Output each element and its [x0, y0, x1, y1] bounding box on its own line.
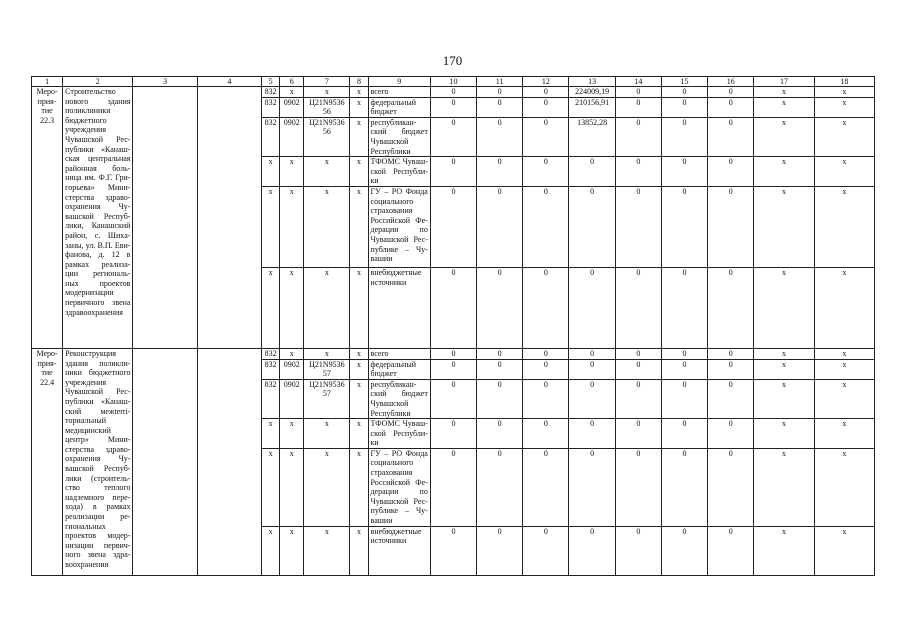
- table-body: [32, 77, 875, 576]
- cell-c6: 0902: [280, 379, 304, 418]
- header-cell: 5: [262, 77, 280, 87]
- cell-c11: 0: [477, 267, 523, 348]
- cell-c10: 0: [430, 526, 476, 575]
- header-cell: 15: [661, 77, 707, 87]
- header-row: [32, 77, 875, 87]
- cell-c8: x: [350, 348, 368, 359]
- cell-c13: 0: [569, 419, 615, 449]
- cell-c8: x: [350, 186, 368, 267]
- cell-c13: 0: [569, 186, 615, 267]
- cell-c8: x: [350, 117, 368, 156]
- measure-name-cell: Реконструкция здания поликли-ники бюджетного учреждения Чувашской Рес-публики «Канаш-ский межterri-ториальный медицинский центр» Мини-стерства здраво-охранения Чу-вашской Респуб-лики (строитель-ство теплого надземного пере-хода) в рамках реализации ре-гиональных проектов модер-низации первич-ного звена здра-воохранения: [63, 348, 133, 575]
- header-cell: 3: [133, 77, 197, 87]
- col-3-cell: [133, 348, 197, 575]
- cell-c8: x: [350, 97, 368, 117]
- cell-c14: 0: [615, 267, 661, 348]
- cell-c16: 0: [708, 359, 754, 379]
- cell-c10: 0: [430, 419, 476, 449]
- cell-c5: 832: [262, 359, 280, 379]
- measure-cell: Меро-прия-тие 22.3: [32, 87, 63, 349]
- cell-c6: x: [280, 419, 304, 449]
- cell-c12: 0: [523, 117, 569, 156]
- cell-c5: x: [262, 419, 280, 449]
- cell-c9: ГУ – РО Фонда социального страхования Российской Фе-дерации по Чувашской Рес-публике – Чу-вашии: [368, 186, 430, 267]
- header-cell: 6: [280, 77, 304, 87]
- cell-c6: 0902: [280, 359, 304, 379]
- cell-c14: 0: [615, 117, 661, 156]
- cell-c13: 13852,28: [569, 117, 615, 156]
- header-cell: 4: [197, 77, 261, 87]
- header-cell: 16: [708, 77, 754, 87]
- cell-c9: ГУ – РО Фонда социального страхования Российской Фе-дерации по Чувашской Рес-публике – Чу-вашии: [368, 448, 430, 526]
- cell-c12: 0: [523, 348, 569, 359]
- cell-c16: 0: [708, 379, 754, 418]
- cell-c7: x: [304, 526, 350, 575]
- cell-c15: 0: [661, 157, 707, 187]
- cell-c14: 0: [615, 379, 661, 418]
- cell-c13: 0: [569, 157, 615, 187]
- cell-c14: 0: [615, 97, 661, 117]
- cell-c8: x: [350, 267, 368, 348]
- cell-c15: 0: [661, 87, 707, 98]
- cell-c17: x: [754, 157, 814, 187]
- cell-c11: 0: [477, 379, 523, 418]
- cell-c16: 0: [708, 448, 754, 526]
- cell-c17: x: [754, 117, 814, 156]
- cell-c18: x: [814, 526, 874, 575]
- cell-c16: 0: [708, 419, 754, 449]
- cell-c18: x: [814, 117, 874, 156]
- cell-c17: x: [754, 379, 814, 418]
- cell-c5: x: [262, 157, 280, 187]
- cell-c5: x: [262, 267, 280, 348]
- table-row: [32, 348, 875, 359]
- cell-c15: 0: [661, 448, 707, 526]
- cell-c12: 0: [523, 448, 569, 526]
- cell-c10: 0: [430, 267, 476, 348]
- budget-table: [31, 76, 875, 576]
- cell-c6: 0902: [280, 117, 304, 156]
- cell-c5: x: [262, 526, 280, 575]
- cell-c15: 0: [661, 97, 707, 117]
- cell-c17: x: [754, 97, 814, 117]
- cell-c8: x: [350, 419, 368, 449]
- cell-c7: x: [304, 419, 350, 449]
- header-cell: 17: [754, 77, 814, 87]
- cell-c18: x: [814, 448, 874, 526]
- cell-c13: 0: [569, 267, 615, 348]
- cell-c6: x: [280, 157, 304, 187]
- cell-c7: Ц21N9536 56: [304, 117, 350, 156]
- col-4-cell: [197, 348, 261, 575]
- cell-c5: 832: [262, 97, 280, 117]
- cell-c10: 0: [430, 359, 476, 379]
- cell-c15: 0: [661, 348, 707, 359]
- cell-c11: 0: [477, 419, 523, 449]
- cell-c15: 0: [661, 419, 707, 449]
- cell-c12: 0: [523, 359, 569, 379]
- cell-c14: 0: [615, 186, 661, 267]
- cell-c11: 0: [477, 448, 523, 526]
- cell-c7: x: [304, 448, 350, 526]
- cell-c7: x: [304, 267, 350, 348]
- cell-c16: 0: [708, 87, 754, 98]
- cell-c8: x: [350, 359, 368, 379]
- cell-c9: республикан-ский бюджет Чувашской Республики: [368, 117, 430, 156]
- cell-c8: x: [350, 157, 368, 187]
- cell-c17: x: [754, 348, 814, 359]
- cell-c10: 0: [430, 348, 476, 359]
- header-cell: 13: [569, 77, 615, 87]
- cell-c9: ТФОМС Чуваш-ской Республи-ки: [368, 419, 430, 449]
- cell-c8: x: [350, 448, 368, 526]
- header-cell: 12: [523, 77, 569, 87]
- cell-c7: x: [304, 186, 350, 267]
- header-cell: 18: [814, 77, 874, 87]
- cell-c9: федеральный бюджет: [368, 97, 430, 117]
- cell-c12: 0: [523, 267, 569, 348]
- header-cell: 10: [430, 77, 476, 87]
- cell-c18: x: [814, 267, 874, 348]
- cell-c14: 0: [615, 419, 661, 449]
- cell-c8: x: [350, 379, 368, 418]
- cell-c17: x: [754, 526, 814, 575]
- cell-c6: 0902: [280, 97, 304, 117]
- cell-c17: x: [754, 186, 814, 267]
- cell-c7: Ц21N9536 56: [304, 97, 350, 117]
- cell-c18: x: [814, 97, 874, 117]
- cell-c12: 0: [523, 157, 569, 187]
- cell-c11: 0: [477, 87, 523, 98]
- cell-c12: 0: [523, 419, 569, 449]
- cell-c16: 0: [708, 97, 754, 117]
- header-cell: 7: [304, 77, 350, 87]
- cell-c8: x: [350, 87, 368, 98]
- cell-c12: 0: [523, 87, 569, 98]
- cell-c11: 0: [477, 97, 523, 117]
- cell-c13: 0: [569, 348, 615, 359]
- cell-c15: 0: [661, 379, 707, 418]
- cell-c9: ТФОМС Чуваш-ской Республи-ки: [368, 157, 430, 187]
- cell-c6: x: [280, 186, 304, 267]
- cell-c6: x: [280, 87, 304, 98]
- cell-c10: 0: [430, 186, 476, 267]
- cell-c6: x: [280, 348, 304, 359]
- cell-c9: всего: [368, 348, 430, 359]
- cell-c18: x: [814, 157, 874, 187]
- cell-c18: x: [814, 87, 874, 98]
- cell-c15: 0: [661, 359, 707, 379]
- header-cell: 9: [368, 77, 430, 87]
- cell-c17: x: [754, 87, 814, 98]
- cell-c11: 0: [477, 117, 523, 156]
- cell-c5: x: [262, 186, 280, 267]
- cell-c15: 0: [661, 526, 707, 575]
- cell-c15: 0: [661, 267, 707, 348]
- cell-c13: 210156,91: [569, 97, 615, 117]
- cell-c11: 0: [477, 526, 523, 575]
- cell-c13: 0: [569, 448, 615, 526]
- cell-c7: Ц21N9536 57: [304, 359, 350, 379]
- cell-c16: 0: [708, 348, 754, 359]
- cell-c10: 0: [430, 448, 476, 526]
- cell-c16: 0: [708, 186, 754, 267]
- cell-c12: 0: [523, 526, 569, 575]
- cell-c13: 0: [569, 379, 615, 418]
- cell-c13: 0: [569, 526, 615, 575]
- cell-c7: x: [304, 348, 350, 359]
- cell-c18: x: [814, 359, 874, 379]
- cell-c9: республикан-ский бюджет Чувашской Республики: [368, 379, 430, 418]
- cell-c9: внебюджетные источники: [368, 267, 430, 348]
- cell-c17: x: [754, 359, 814, 379]
- cell-c17: x: [754, 448, 814, 526]
- col-4-cell: [197, 87, 261, 349]
- cell-c5: 832: [262, 87, 280, 98]
- cell-c7: x: [304, 87, 350, 98]
- cell-c9: всего: [368, 87, 430, 98]
- cell-c12: 0: [523, 379, 569, 418]
- cell-c16: 0: [708, 157, 754, 187]
- cell-c14: 0: [615, 359, 661, 379]
- cell-c7: Ц21N9536 57: [304, 379, 350, 418]
- cell-c10: 0: [430, 379, 476, 418]
- cell-c5: x: [262, 448, 280, 526]
- cell-c12: 0: [523, 97, 569, 117]
- cell-c18: x: [814, 419, 874, 449]
- cell-c5: 832: [262, 117, 280, 156]
- cell-c10: 0: [430, 157, 476, 187]
- cell-c10: 0: [430, 87, 476, 98]
- cell-c12: 0: [523, 186, 569, 267]
- cell-c14: 0: [615, 526, 661, 575]
- cell-c18: x: [814, 186, 874, 267]
- cell-c14: 0: [615, 157, 661, 187]
- header-cell: 14: [615, 77, 661, 87]
- cell-c6: x: [280, 526, 304, 575]
- cell-c13: 0: [569, 359, 615, 379]
- measure-name-cell: Строительство нового здания поликлиники бюджетного учреждения Чувашской Рес-публики «Канаш-ская центральная районная боль-ница им. Ф.Г. Гри-горьева» Мини-стерства здраво-охранения Чу-вашской Респуб-лики, Канашский район, с. Шихa-заны, ул. В.П. Еви-фанова, д. 12 в рамках реализа-ции региональ-ных проектов модернизации первичного звена здравоохранения: [63, 87, 133, 349]
- cell-c17: x: [754, 267, 814, 348]
- cell-c11: 0: [477, 359, 523, 379]
- cell-c14: 0: [615, 348, 661, 359]
- cell-c9: внебюджетные источники: [368, 526, 430, 575]
- table-row: [32, 87, 875, 98]
- cell-c17: x: [754, 419, 814, 449]
- header-cell: 11: [477, 77, 523, 87]
- measure-cell: Меро-прия-тие 22.4: [32, 348, 63, 575]
- header-cell: 8: [350, 77, 368, 87]
- cell-c15: 0: [661, 186, 707, 267]
- cell-c18: x: [814, 379, 874, 418]
- cell-c11: 0: [477, 186, 523, 267]
- cell-c10: 0: [430, 117, 476, 156]
- cell-c9: федеральный бюджет: [368, 359, 430, 379]
- cell-c18: x: [814, 348, 874, 359]
- cell-c13: 224009,19: [569, 87, 615, 98]
- cell-c10: 0: [430, 97, 476, 117]
- cell-c5: 832: [262, 348, 280, 359]
- cell-c16: 0: [708, 267, 754, 348]
- cell-c5: 832: [262, 379, 280, 418]
- cell-c6: x: [280, 448, 304, 526]
- cell-c11: 0: [477, 348, 523, 359]
- cell-c16: 0: [708, 526, 754, 575]
- cell-c11: 0: [477, 157, 523, 187]
- cell-c14: 0: [615, 87, 661, 98]
- cell-c15: 0: [661, 117, 707, 156]
- col-3-cell: [133, 87, 197, 349]
- cell-c14: 0: [615, 448, 661, 526]
- page-number: 170: [442, 53, 463, 68]
- header-cell: 1: [32, 77, 63, 87]
- cell-c6: x: [280, 267, 304, 348]
- cell-c8: x: [350, 526, 368, 575]
- cell-c16: 0: [708, 117, 754, 156]
- cell-c7: x: [304, 157, 350, 187]
- header-cell: 2: [63, 77, 133, 87]
